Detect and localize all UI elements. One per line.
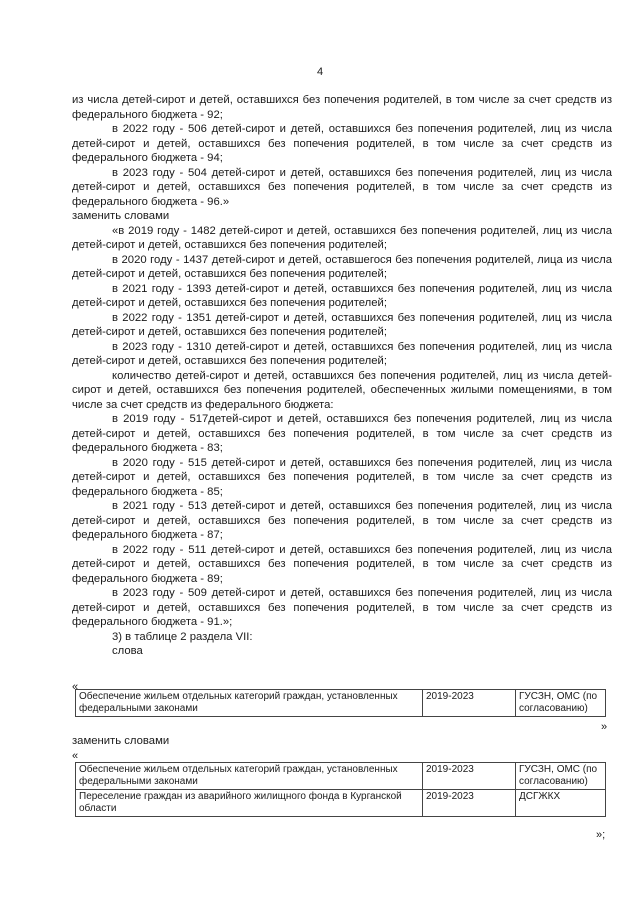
new-wording-table — [75, 762, 606, 817]
paragraph: в 2022 году - 511 детей-сирот и детей, оставшихся без попечения родителей, лиц из числа детей-сирот и детей, оставшихся без попечения родителей, в том числе за счет средств из федерального бюджета - 89; — [72, 543, 612, 585]
old-wording-table — [75, 689, 606, 717]
paragraph: в 2021 году - 1393 детей-сирот и детей, оставшихся без попечения родителей, лиц из числа детей-сирот и детей, оставшихся без попечения родителей; — [72, 282, 612, 309]
close-quote-2: »; — [596, 829, 606, 841]
paragraph: в 2022 году - 506 детей-сирот и детей, оставшихся без попечения родителей, лиц из числа детей-сирот и детей, оставшихся без попечения родителей, в том числе за счет средств из федерального бюджета - 94; — [72, 123, 612, 164]
executor-cell: ГУСЗН, ОМС (по согласованию) — [516, 763, 606, 790]
paragraph: в 2023 году - 509 детей-сирот и детей, оставшихся без попечения родителей, лиц из числа детей-сирот и детей, оставшихся без попечения родителей, в том числе за счет средств из федерального бюджета - 91.»; — [72, 587, 612, 628]
program-name-cell: Обеспечение жильем отдельных категорий граждан, установленных федеральными законами — [76, 690, 423, 717]
executor-cell: ГУСЗН, ОМС (по согласованию) — [516, 690, 606, 717]
document-body — [72, 93, 612, 659]
paragraph: в 2021 году - 513 детей-сирот и детей, оставшихся без попечения родителей, лиц из числа детей-сирот и детей, оставшихся без попечения родителей, в том числе за счет средств из федерального бюджета - 87; — [72, 500, 612, 541]
paragraph: в 2022 году - 1351 детей-сирот и детей, оставшихся без попечения родителей, лиц из числа детей-сирот и детей, оставшихся без попечения родителей; — [72, 311, 612, 338]
paragraph: в 2023 году - 504 детей-сирот и детей, оставшихся без попечения родителей, лиц из числа детей-сирот и детей, оставшихся без попечения родителей, в том числе за счет средств из федерального бюджета - 96.» — [72, 166, 612, 208]
paragraph: в 2023 году - 1310 детей-сирот и детей, оставшихся без попечения родителей, лиц из числа детей-сирот и детей, оставшихся без попечения родителей; — [72, 340, 612, 367]
paragraph: заменить словами — [72, 210, 170, 222]
open-quote-1: « — [72, 681, 79, 693]
executor-cell: ДСГЖКХ — [516, 790, 606, 817]
period-cell: 2019-2023 — [423, 690, 516, 717]
paragraph: в 2019 году - 517детей-сирот и детей, оставшихся без попечения родителей, лиц из числа детей-сирот и детей, оставшихся без попечения родителей, в том числе за счет средств из федерального бюджета - 83; — [72, 413, 612, 454]
paragraph: «в 2019 году - 1482 детей-сирот и детей, оставшихся без попечения родителей, лиц из числа детей-сирот и детей, оставшихся без попечения родителей; — [72, 224, 612, 251]
table-row — [76, 690, 606, 717]
replace-label: заменить словами — [72, 735, 170, 747]
program-name-cell: Обеспечение жильем отдельных категорий граждан, установленных федеральными законами — [76, 763, 423, 790]
table-row — [76, 763, 606, 790]
paragraph: из числа детей-сирот и детей, оставшихся без попечения родителей, в том числе за счет средств из федерального бюджета - 92; — [72, 94, 612, 121]
close-quote-1: » — [601, 721, 608, 733]
paragraph: количество детей-сирот и детей, оставшихся без попечения родителей, лиц из числа детей-сирот и детей, оставшихся без попечения родителей, обеспеченных жилыми помещениями, в том числе за счет средств из федерального бюджета: — [72, 369, 612, 411]
paragraph: 3) в таблице 2 раздела VII: — [112, 630, 253, 643]
program-name-cell: Переселение граждан из аварийного жилищного фонда в Курганской области — [76, 790, 423, 817]
period-cell: 2019-2023 — [423, 790, 516, 817]
page-number: 4 — [316, 66, 324, 78]
open-quote-2: « — [72, 750, 79, 762]
period-cell: 2019-2023 — [423, 763, 516, 790]
paragraph: в 2020 году - 1437 детей-сирот и детей, оставшегося без попечения родителей, лица из числа детей-сирот и детей, оставшихся без попечения родителей; — [72, 253, 612, 280]
paragraph: в 2020 году - 515 детей-сирот и детей, оставшихся без попечения родителей, лиц из числа детей-сирот и детей, оставшихся без попечения родителей, в том числе за счет средств из федерального бюджета - 85; — [72, 456, 612, 498]
table-row — [76, 790, 606, 817]
paragraph: слова — [112, 645, 143, 657]
